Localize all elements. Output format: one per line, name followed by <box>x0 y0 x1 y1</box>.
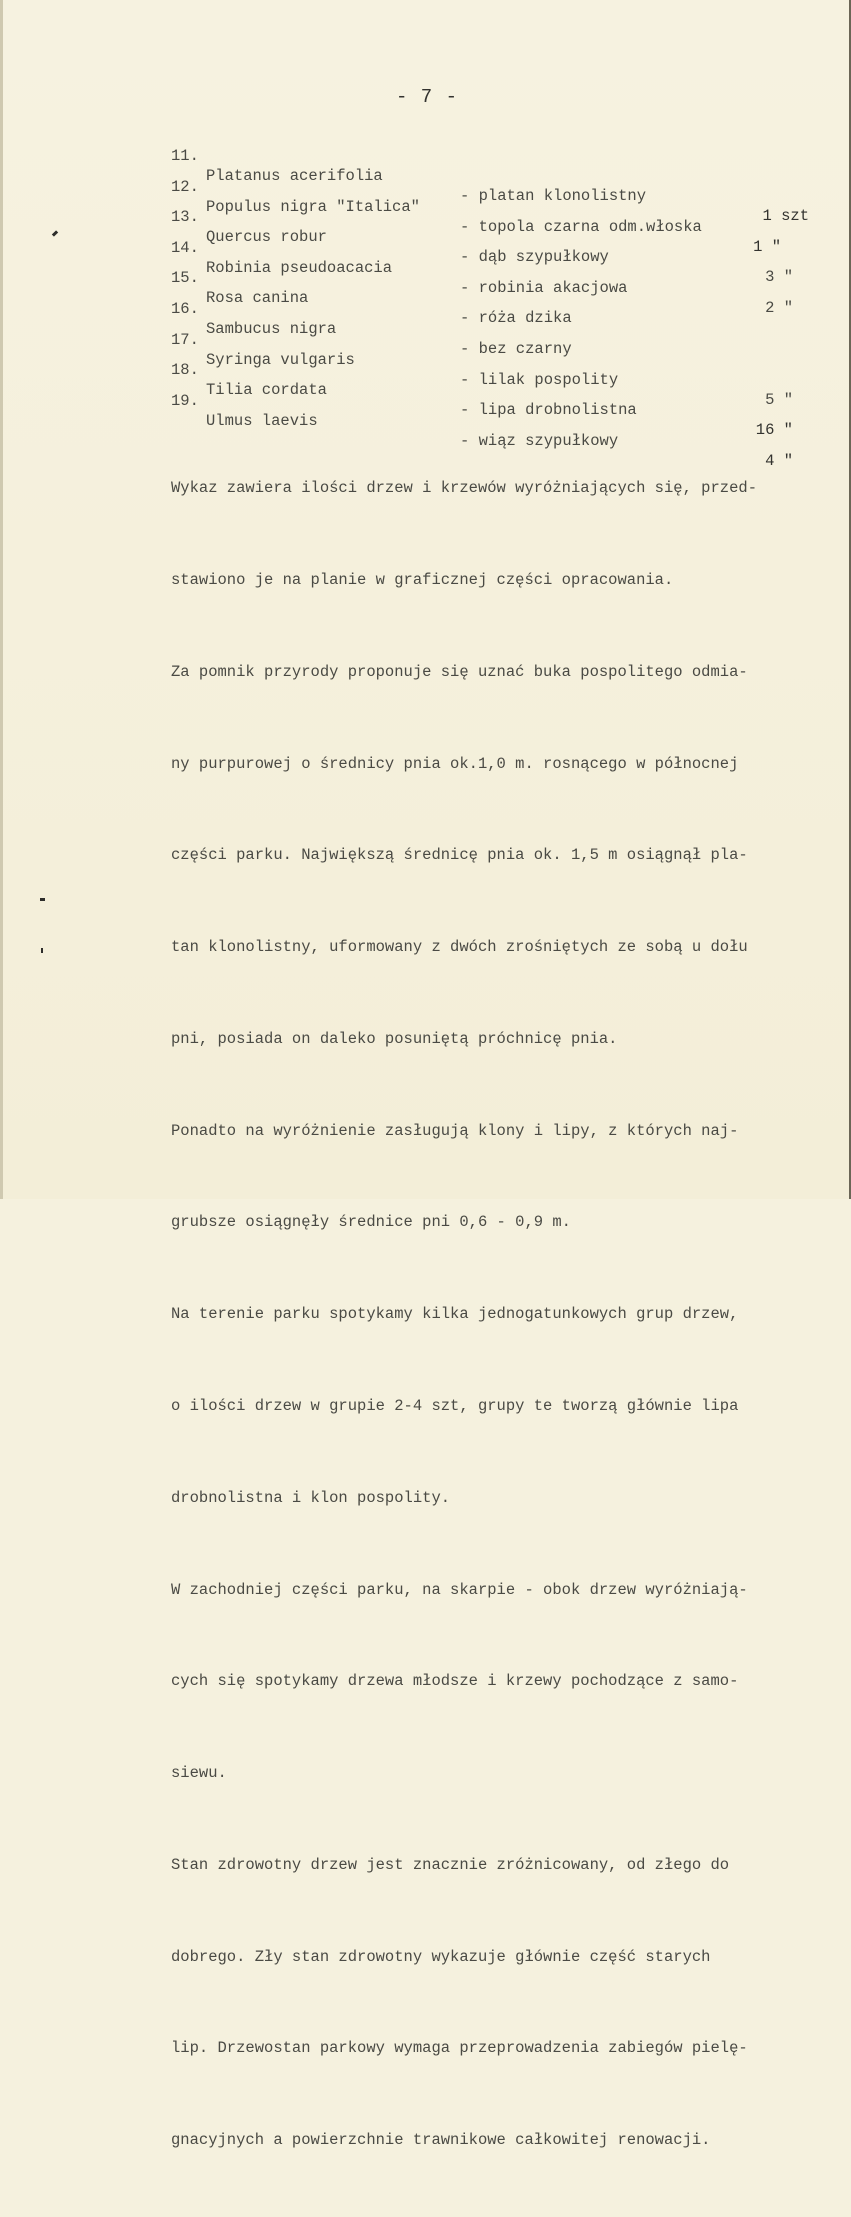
item-count: 16 " <box>755 421 793 440</box>
polish-name: - lipa drobnolistna <box>460 401 637 420</box>
paper-left-edge <box>0 0 3 1199</box>
polish-name: - bez czarny <box>460 339 572 358</box>
latin-name: Rosa canina <box>206 289 309 308</box>
latin-name: Ulmus laevis <box>206 411 318 430</box>
latin-name: Populus nigra "Italica" <box>206 197 420 216</box>
item-number: 11. <box>171 147 199 165</box>
latin-name: Tilia cordata <box>206 381 327 400</box>
item-number: 16. <box>171 299 199 318</box>
latin-name: Robinia pseudoacacia <box>206 258 393 277</box>
body-paragraphs <box>171 412 821 2217</box>
latin-name: Platanus acerifolia <box>206 167 383 185</box>
page-number: - 7 - <box>396 86 459 108</box>
item-number: 17. <box>171 330 199 349</box>
text-line: Za pomnik przyrody proponuje się uznać buka pospolitego odmia- <box>171 662 748 681</box>
polish-name: - róża dzika <box>460 309 572 328</box>
item-count: 1 szt <box>762 207 809 225</box>
item-count: 3 " <box>765 268 793 287</box>
text-line: grubsze osiągnęły średnice pni 0,6 - 0,9 m. <box>171 1213 571 1232</box>
item-number: 19. <box>171 391 199 410</box>
text-line: pni, posiada on daleko posuniętą próchnicę pnia. <box>171 1029 618 1048</box>
latin-name: Sambucus nigra <box>206 319 337 338</box>
polish-name: - topola czarna odm.włoska <box>460 217 702 236</box>
item-number: 15. <box>171 269 199 288</box>
text-line: ny purpurowej o średnicy pnia ok.1,0 m. rosnącego w północnej <box>171 754 739 773</box>
polish-name: - wiąz szypułkowy <box>460 431 619 450</box>
text-line: gnacyjnych a powierzchnie trawnikowe całkowitej renowacji. <box>171 2131 711 2150</box>
polish-name: - dąb szypułkowy <box>460 248 609 267</box>
text-line: siewu. <box>171 1764 227 1783</box>
latin-name: Syringa vulgaris <box>206 350 355 369</box>
text-line: lip. Drzewostan parkowy wymaga przeprowadzenia zabiegów pielę- <box>171 2039 748 2058</box>
margin-ink-dot <box>40 898 45 901</box>
item-count: 1 " <box>753 237 781 256</box>
text-line: cych się spotykamy drzewa młodsze i krzewy pochodzące z samo- <box>171 1672 739 1691</box>
text-line: części parku. Największą średnicę pnia ok. 1,5 m osiągnął pla- <box>171 846 748 865</box>
latin-name: Quercus robur <box>206 228 327 247</box>
item-number: 12. <box>171 177 199 196</box>
item-number: 14. <box>171 238 199 257</box>
text-line: tan klonolistny, uformowany z dwóch zrośniętych ze sobą u dołu <box>171 938 748 957</box>
text-line: o ilości drzew w grupie 2-4 szt, grupy te tworzą głównie lipa <box>171 1397 739 1415</box>
text-line: stawiono je na planie w graficznej części opracowania. <box>171 570 674 589</box>
margin-tick-mark <box>52 230 58 236</box>
text-line: W zachodniej części parku, na skarpie - obok drzew wyróżniają- <box>171 1580 748 1599</box>
polish-name: - lilak pospolity <box>460 370 619 389</box>
item-number: 18. <box>171 361 199 380</box>
text-line: Ponadto na wyróżnienie zasługują klony i lipy, z których naj- <box>171 1121 739 1140</box>
text-line: drobnolistna i klon pospolity. <box>171 1488 451 1507</box>
polish-name: - robinia akacjowa <box>460 278 628 297</box>
margin-ink-dot <box>41 948 43 953</box>
item-count: 5 " <box>765 390 793 409</box>
item-count: 2 " <box>765 298 793 317</box>
text-line: Na terenie parku spotykamy kilka jednogatunkowych grup drzew, <box>171 1305 739 1324</box>
polish-name: - platan klonolistny <box>460 187 647 205</box>
species-list <box>171 126 821 470</box>
item-count: 4 " <box>765 451 793 470</box>
text-line: Stan zdrowotny drzew jest znacznie zróżnicowany, od złego do <box>171 1855 730 1874</box>
text-line: dobrego. Zły stan zdrowotny wykazuje głównie część starych <box>171 1947 711 1966</box>
item-number: 13. <box>171 208 199 227</box>
text-line: Wykaz zawiera ilości drzew i krzewów wyróżniających się, przed- <box>171 479 757 498</box>
